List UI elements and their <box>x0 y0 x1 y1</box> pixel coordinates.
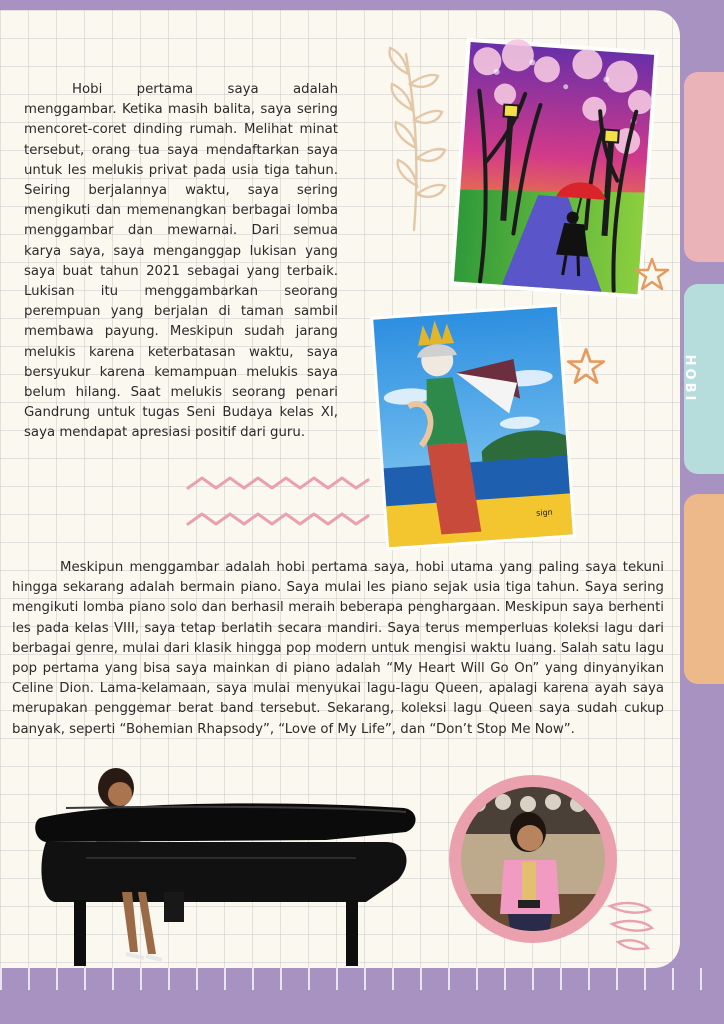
painting-gandrung-dancer <box>370 302 576 552</box>
photo-girl-with-trophy <box>448 774 618 944</box>
tab-orange[interactable] <box>684 494 724 684</box>
painting-woman-umbrella <box>440 36 664 302</box>
ruler-ticks <box>0 968 724 1024</box>
drawing-hobby-paragraph: Hobi pertama saya adalah menggambar. Ketika masih balita, saya sering mencoret-coret dinding rumah. Melihat minat tersebut, orang tua saya mendaftarkan saya untuk les melukis privat pada usia tiga tahun. Seiring berjalannya waktu, saya sering mengikuti dan memenangkan berbagai lomba menggambar dan mewarnai. Dari semua karya saya, saya menganggap lukisan yang saya buat tahun 2021 sebagai yang terbaik. Lukisan itu menggambarkan seorang perempuan yang berjalan di taman sambil membawa payung. Meskipun sudah jarang melukis karena keterbatasan waktu, saya bersyukur karena kemampuan melukis saya belum hilang. Saat melukis seorang penari Gandrung untuk tugas Seni Budaya kelas XI, saya mendapat apresiasi positif dari guru. <box>24 82 338 441</box>
star-icon <box>634 256 670 292</box>
zigzag-decoration <box>184 474 374 538</box>
swirl-decoration <box>604 898 656 954</box>
tab-hobi-label: HOBI <box>682 354 698 404</box>
svg-text:sign: sign <box>535 507 553 518</box>
notebook-page <box>0 10 680 968</box>
piano-hobby-paragraph: Meskipun menggambar adalah hobi pertama saya, hobi utama yang paling saya tekuni hingga sekarang adalah bermain piano. Saya mulai les piano sejak usia tiga tahun. Saya sering mengikuti lomba piano solo dan berhasil meraih beberapa penghargaan. Meskipun saya berhenti les pada kelas VIII, saya tetap berlatih secara mandiri. Saya terus memperluas koleksi lagu dari berbagai genre, mulai dari klasik hingga pop modern untuk mengisi waktu luang. Salah satu lagu pop pertama yang bisa saya mainkan di piano adalah “My Heart Will Go On” yang dinyanyikan Celine Dion. Lama-kelamaan, saya mulai menyukai lagu-lagu Queen, apalagi karena ayah saya merupakan penggemar berat band tersebut. Sekarang, koleksi lagu Queen saya sudah cukup banyak, seperti “Bohemian Rhapsody”, “Love of My Life”, dan “Don’t Stop Me Now”. <box>12 560 664 737</box>
photo-girl-playing-piano <box>26 762 422 968</box>
tab-pink[interactable] <box>684 72 724 262</box>
